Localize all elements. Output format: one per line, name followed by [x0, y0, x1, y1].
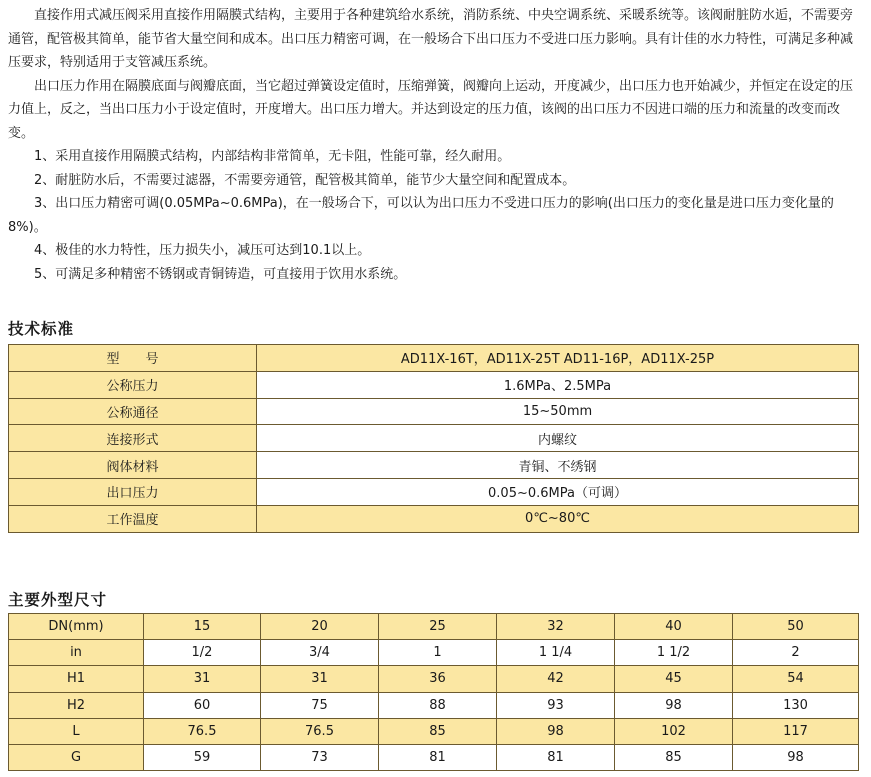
dim-value: 32: [497, 614, 615, 640]
tech-label: 公称通径: [9, 398, 257, 425]
dim-value: 36: [379, 666, 497, 692]
dim-label: G: [9, 744, 144, 770]
tech-standard-table: [8, 344, 859, 533]
tech-label: 型 号: [9, 345, 257, 372]
tech-standard-title: 技术标准: [8, 320, 75, 338]
dim-value: 2: [733, 640, 859, 666]
dim-value: 93: [497, 692, 615, 718]
table-row: [9, 425, 859, 452]
tech-value: 1.6MPa、2.5MPa: [257, 371, 859, 398]
dim-value: 85: [615, 744, 733, 770]
dim-value: 1 1/2: [615, 640, 733, 666]
feature-item-1: 1、采用直接作用隔膜式结构，内部结构非常简单，无卡阻，性能可靠，经久耐用。: [34, 149, 511, 164]
dim-value: 102: [615, 718, 733, 744]
tech-value: 0.05~0.6MPa（可调）: [257, 478, 859, 505]
dim-value: 15: [144, 614, 261, 640]
dim-value: 81: [497, 744, 615, 770]
dim-value: 54: [733, 666, 859, 692]
dim-value: 117: [733, 718, 859, 744]
dim-label: in: [9, 640, 144, 666]
tech-value: 15~50mm: [257, 398, 859, 425]
table-row: [9, 371, 859, 398]
dim-value: 98: [733, 744, 859, 770]
intro-paragraph-2: 出口压力作用在隔膜底面与阀瓣底面，当它超过弹簧设定值时，压缩弹簧，阀瓣向上运动，开度减少，出口压力也开始减少，并恒定在设定的压力值上，反之，当出口压力小于设定值时，开度增大。出口压力增大。并达到设定的压力值，该阀的出口压力不因进口端的压力和流量的改变而改变。: [8, 78, 854, 141]
tech-label: 阀体材料: [9, 452, 257, 479]
dim-value: 98: [615, 692, 733, 718]
dim-value: 88: [379, 692, 497, 718]
dim-value: 20: [261, 614, 379, 640]
table-row: [9, 692, 859, 718]
dim-value: 76.5: [261, 718, 379, 744]
dim-value: 1/2: [144, 640, 261, 666]
tech-value: 0℃~80℃: [257, 505, 859, 532]
dim-value: 59: [144, 744, 261, 770]
table-row: [9, 398, 859, 425]
dim-value: 75: [261, 692, 379, 718]
dim-label: DN(mm): [9, 614, 144, 640]
dim-value: 1 1/4: [497, 640, 615, 666]
feature-item-2: 2、耐脏防水后，不需要过滤器，不需要旁通管，配管极其简单，能节少大量空间和配置成本。: [34, 172, 576, 188]
dim-value: 1: [379, 640, 497, 666]
dimensions-table: [8, 613, 859, 771]
dim-value: 3/4: [261, 640, 379, 666]
dim-value: 60: [144, 692, 261, 718]
table-row: [9, 718, 859, 744]
table-row: [9, 452, 859, 479]
tech-value: 青铜、不绣钢: [257, 452, 859, 479]
dim-value: 73: [261, 744, 379, 770]
tech-label: 出口压力: [9, 478, 257, 505]
dim-value: 81: [379, 744, 497, 770]
table-row: [9, 505, 859, 532]
table-row: [9, 345, 859, 372]
dim-value: 98: [497, 718, 615, 744]
dimensions-title: 主要外型尺寸: [8, 591, 108, 609]
table-row: [9, 744, 859, 770]
table-row: [9, 666, 859, 692]
dim-value: 42: [497, 666, 615, 692]
dim-value: 85: [379, 718, 497, 744]
dim-value: 50: [733, 614, 859, 640]
dim-label: H2: [9, 692, 144, 718]
tech-label: 工作温度: [9, 505, 257, 532]
dim-value: 45: [615, 666, 733, 692]
feature-item-3: 3、出口压力精密可调(0.05MPa~0.6MPa)，在一般场合下，可以认为出口压力不受进口压力的影响(出口压力的变化量是进口压力变化量的8%)。: [8, 196, 834, 235]
tech-value: AD11X-16T，AD11X-25T AD11-16P，AD11X-25P: [257, 345, 859, 372]
feature-item-4: 4、极佳的水力特性，压力损失小，减压可达到10.1以上。: [34, 243, 371, 258]
dim-value: 31: [144, 666, 261, 692]
intro-paragraph-1: 直接作用式减压阀采用直接作用隔膜式结构，主要用于各种建筑给水系统，消防系统、中央空调系统、采暖系统等。该阀耐脏防水逅，不需要旁通管，配管极其简单，能节省大量空间和成本。出口压力精密可调，在一般场合下出口压力不受进口压力影响。具有计佳的水力特性，可满足多种减压要求，特别适用于支管减压系统。: [8, 8, 854, 70]
dim-label: L: [9, 718, 144, 744]
table-row: [9, 614, 859, 640]
dim-value: 40: [615, 614, 733, 640]
dim-label: H1: [9, 666, 144, 692]
tech-label: 连接形式: [9, 425, 257, 452]
feature-item-5: 5、可满足多种精密不锈钢或青铜铸造，可直接用于饮用水系统。: [34, 266, 407, 282]
tech-value: 内螺纹: [257, 425, 859, 452]
table-row: [9, 478, 859, 505]
intro-text: [8, 4, 864, 286]
dim-value: 31: [261, 666, 379, 692]
dim-value: 76.5: [144, 718, 261, 744]
tech-label: 公称压力: [9, 371, 257, 398]
dim-value: 25: [379, 614, 497, 640]
dim-value: 130: [733, 692, 859, 718]
table-row: [9, 640, 859, 666]
